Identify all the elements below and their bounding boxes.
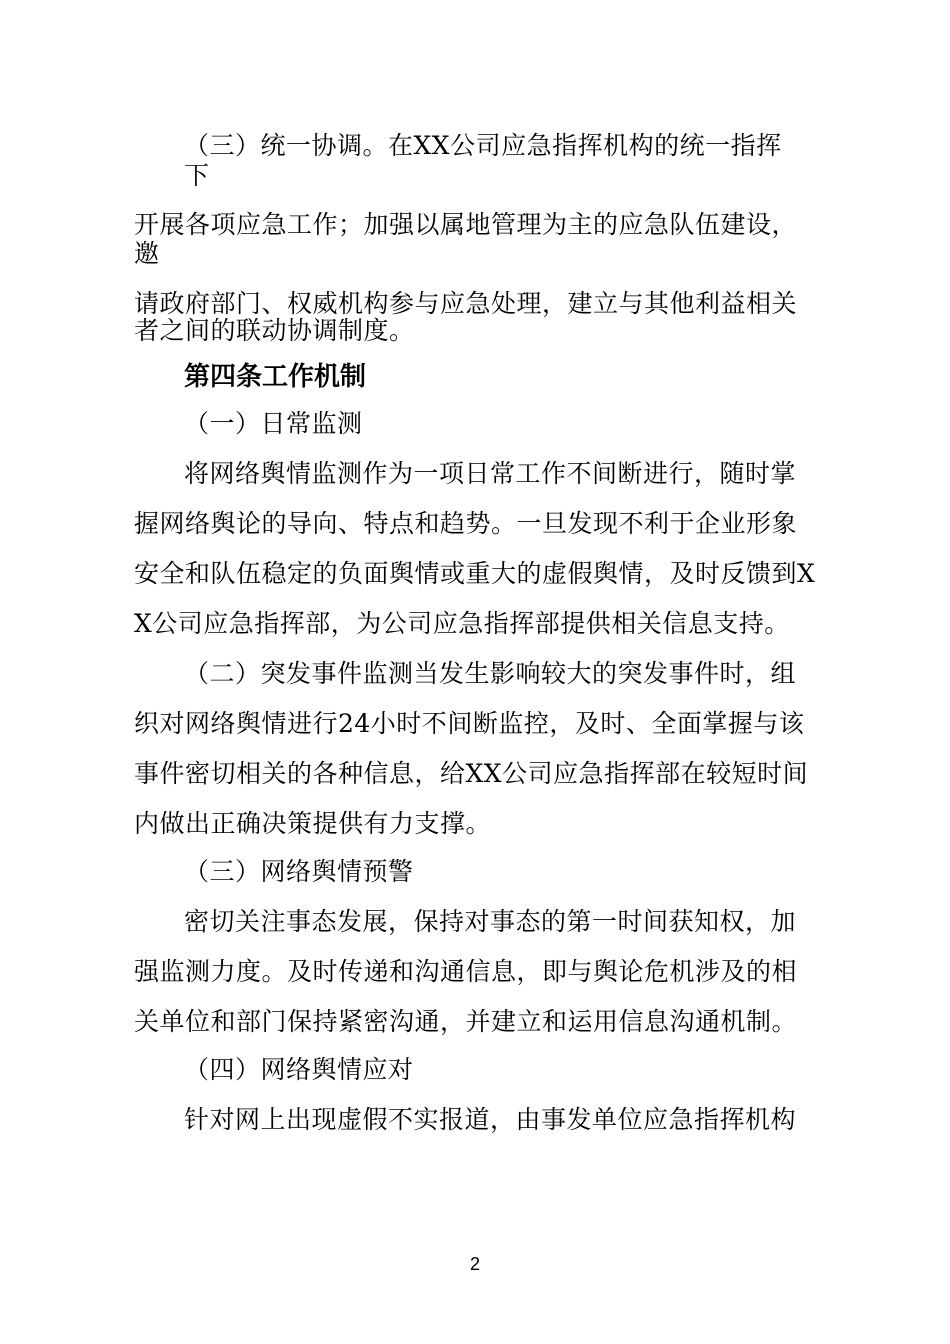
emergency-monitoring-line-2: 织对网络舆情进行24小时不间断监控，及时、全面掌握与该 bbox=[134, 709, 805, 738]
daily-monitoring-title: （一）日常监测 bbox=[184, 409, 363, 438]
section-three-line-3: 请政府部门、权威机构参与应急处理，建立与其他利益相关 bbox=[134, 289, 798, 318]
early-warning-line-2: 强监测力度。及时传递和沟通信息，即与舆论危机涉及的相 bbox=[134, 957, 798, 986]
early-warning-title: （三）网络舆情预警 bbox=[184, 857, 414, 886]
emergency-monitoring-line-1: （二）突发事件监测当发生影响较大的突发事件时，组 bbox=[184, 659, 797, 688]
emergency-monitoring-line-3: 事件密切相关的各种信息，给XX公司应急指挥部在较短时间 bbox=[134, 759, 809, 788]
section-three-line-4: 者之间的联动协调制度。 bbox=[134, 316, 415, 345]
response-line-1: 针对网上出现虚假不实报道，由事发单位应急指挥机构 bbox=[184, 1105, 797, 1134]
daily-monitoring-line-4: X公司应急指挥部，为公司应急指挥部提供相关信息支持。 bbox=[134, 609, 790, 638]
daily-monitoring-line-1: 将网络舆情监测作为一项日常工作不间断进行，随时掌 bbox=[184, 459, 797, 488]
early-warning-line-1: 密切关注事态发展，保持对事态的第一时间获知权，加 bbox=[184, 907, 797, 936]
section-three-line-1: （三）统一协调。在XX公司应急指挥机构的统一指挥 bbox=[184, 131, 782, 160]
article-four-heading: 第四条工作机制 bbox=[184, 362, 367, 392]
section-three-line-1-wrap: 下 bbox=[184, 161, 210, 190]
emergency-monitoring-line-4: 内做出正确决策提供有力支撑。 bbox=[134, 809, 492, 838]
response-title: （四）网络舆情应对 bbox=[184, 1055, 414, 1084]
daily-monitoring-line-2: 握网络舆论的导向、特点和趋势。一旦发现不利于企业形象 bbox=[134, 509, 798, 538]
page-number: 2 bbox=[469, 1254, 480, 1274]
daily-monitoring-line-3: 安全和队伍稳定的负面舆情或重大的虚假舆情，及时反馈到X bbox=[134, 559, 816, 588]
section-three-line-2: 开展各项应急工作；加强以属地管理为主的应急队伍建设， bbox=[134, 210, 798, 239]
section-three-line-2-wrap: 邀 bbox=[134, 239, 160, 268]
early-warning-line-3: 关单位和部门保持紧密沟通，并建立和运用信息沟通机制。 bbox=[134, 1007, 798, 1036]
